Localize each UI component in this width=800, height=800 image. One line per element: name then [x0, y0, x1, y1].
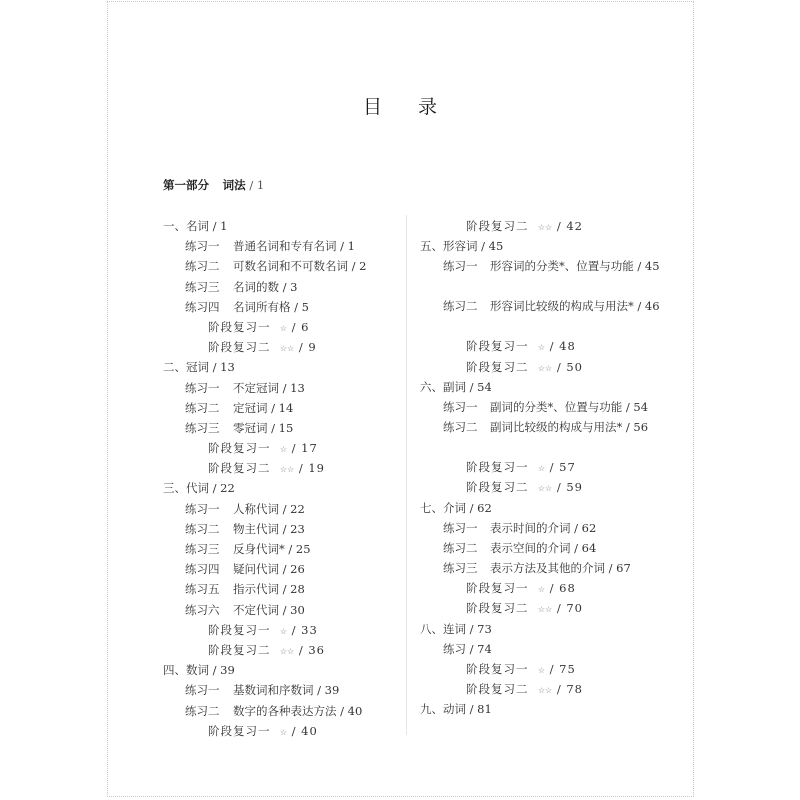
review-page: / 78 — [556, 682, 583, 697]
column-divider — [406, 215, 407, 735]
exercise-title: 副词的分类*、位置与功能 / 54 — [490, 399, 649, 414]
review-entry — [466, 477, 583, 499]
exercise-label: 练习三 — [185, 420, 220, 435]
exercise-label: 练习二 — [443, 540, 478, 555]
exercise-label: 练习一 — [443, 520, 478, 535]
review-entry — [466, 216, 583, 238]
page-title: 目录 — [362, 96, 473, 118]
review-page: / 59 — [556, 480, 583, 495]
review-title: 阶段复习二 — [466, 359, 529, 374]
star-icon: ☆ — [537, 585, 545, 595]
review-entry — [208, 640, 325, 662]
exercise-label: 练习一 — [185, 380, 220, 395]
part-name: 词法 — [222, 178, 246, 192]
star-icon: ☆☆ — [537, 605, 553, 615]
review-title: 阶段复习一 — [466, 460, 529, 475]
review-page: / 50 — [556, 359, 583, 374]
chapter-title: 一、名词 / 1 — [163, 219, 228, 233]
star-icon: ☆ — [537, 464, 545, 474]
exercise-label: 练习四 — [185, 299, 220, 314]
chapter-title: 六、副词 / 54 — [420, 379, 492, 394]
exercise-title: 基数词和序数词 / 39 — [233, 683, 340, 698]
star-icon: ☆☆ — [537, 363, 553, 373]
star-icon: ☆☆ — [537, 484, 553, 494]
chapter-title: 三、代词 / 22 — [163, 481, 235, 496]
review-title: 阶段复习一 — [208, 319, 271, 334]
review-title: 阶段复习二 — [466, 601, 529, 616]
review-title: 阶段复习二 — [466, 682, 529, 697]
exercise-label: 练习三 — [185, 542, 220, 556]
star-icon: ☆ — [537, 343, 545, 353]
review-title: 阶段复习一 — [208, 622, 271, 637]
exercise-title: 表示方法及其他的介词 / 67 — [490, 561, 631, 576]
exercise-title: 不定代词 / 30 — [233, 602, 305, 617]
exercise-title: 不定冠词 / 13 — [233, 380, 305, 395]
exercise-title: 数字的各种表达方法 / 40 — [233, 703, 363, 718]
star-icon: ☆☆ — [537, 223, 553, 232]
star-icon: ☆ — [537, 666, 545, 675]
exercise-label: 练习三 — [443, 561, 478, 576]
review-page: / 36 — [298, 642, 325, 657]
review-title: 阶段复习二 — [208, 461, 271, 476]
exercise-label: 练习四 — [185, 562, 220, 577]
review-page: / 19 — [298, 461, 325, 476]
review-page: / 6 — [291, 319, 310, 334]
part-heading — [163, 177, 264, 193]
chapter-title: 二、冠词 / 13 — [163, 360, 235, 375]
exercise-title: 普通名词和专有名词 / 1 — [233, 239, 356, 254]
review-entry — [208, 337, 317, 359]
star-icon: ☆ — [279, 727, 287, 737]
part-page: / 1 — [249, 178, 265, 192]
star-icon: ☆ — [279, 323, 287, 333]
exercise-label: 练习二 — [185, 259, 220, 274]
exercise-title: 表示空间的介词 / 64 — [490, 540, 597, 555]
review-title: 阶段复习一 — [466, 581, 529, 596]
exercise-title: 疑问代词 / 26 — [233, 562, 305, 577]
chapter-title: 五、形容词 / 45 — [420, 239, 504, 254]
exercise-label: 练习一 — [185, 239, 220, 254]
exercise-title: 人称代词 / 22 — [233, 501, 305, 516]
review-title: 阶段复习一 — [208, 723, 271, 738]
review-page: / 57 — [549, 460, 576, 475]
review-entry — [466, 357, 583, 379]
review-entry — [466, 659, 576, 681]
review-entry — [466, 679, 583, 701]
review-page: / 42 — [556, 219, 583, 233]
review-page: / 68 — [549, 581, 576, 596]
chapter-title: 四、数词 / 39 — [163, 663, 235, 678]
exercise-title: 表示时间的介词 / 62 — [490, 520, 597, 535]
star-icon: ☆ — [279, 626, 287, 636]
star-icon: ☆☆ — [279, 465, 295, 475]
exercise-label: 练习一 — [443, 259, 478, 274]
exercise-title: 反身代词* / 25 — [233, 542, 311, 556]
exercise-title: 副词比较级的构成与用法* / 56 — [490, 420, 649, 435]
review-page: / 70 — [556, 601, 583, 616]
star-icon: ☆☆ — [279, 344, 295, 354]
chapter-title: 七、介词 / 62 — [420, 500, 492, 515]
chapter-title: 八、连词 / 73 — [420, 621, 492, 636]
exercise-label: 练习二 — [185, 400, 220, 415]
review-entry — [208, 721, 318, 743]
review-title: 阶段复习二 — [208, 642, 271, 657]
exercise-label: 练习一 — [185, 501, 220, 516]
exercise-title: 形容词的分类*、位置与功能 / 45 — [490, 259, 660, 274]
review-page: / 40 — [291, 723, 318, 738]
exercise-title: 练习 / 74 — [443, 641, 492, 656]
review-title: 阶段复习一 — [208, 441, 271, 456]
exercise-title: 零冠词 / 15 — [233, 420, 294, 435]
star-icon: ☆☆ — [537, 686, 553, 696]
review-entry — [466, 598, 583, 620]
exercise-title: 名词的数 / 3 — [233, 279, 298, 294]
review-entry — [208, 620, 318, 642]
review-entry — [208, 458, 325, 480]
exercise-label: 练习二 — [185, 703, 220, 718]
star-icon: ☆☆ — [279, 646, 295, 656]
exercise-label: 练习三 — [185, 279, 220, 294]
exercise-label: 练习一 — [185, 683, 220, 698]
exercise-label: 练习二 — [443, 299, 478, 314]
review-entry — [466, 336, 576, 358]
review-entry — [466, 457, 576, 479]
exercise-label: 练习二 — [185, 521, 220, 536]
exercise-title: 定冠词 / 14 — [233, 400, 294, 415]
exercise-title: 指示代词 / 28 — [233, 582, 305, 597]
review-page: / 33 — [291, 622, 318, 637]
star-icon: ☆ — [279, 445, 287, 455]
exercise-label: 练习一 — [443, 399, 478, 414]
review-page: / 17 — [291, 441, 318, 456]
exercise-title: 物主代词 / 23 — [233, 521, 305, 536]
review-title: 阶段复习二 — [208, 340, 271, 355]
review-page: / 48 — [549, 339, 576, 354]
exercise-label: 练习六 — [185, 602, 220, 617]
review-title: 阶段复习二 — [466, 219, 529, 233]
exercise-title: 可数名词和不可数名词 / 2 — [233, 259, 367, 274]
review-title: 阶段复习一 — [466, 339, 529, 354]
review-entry — [466, 578, 576, 600]
exercise-title: 形容词比较级的构成与用法* / 46 — [490, 299, 660, 314]
review-page: / 75 — [549, 662, 576, 676]
part-label: 第一部分 — [163, 178, 209, 192]
exercise-title: 名词所有格 / 5 — [233, 299, 310, 314]
review-page: / 9 — [298, 340, 317, 355]
review-title: 阶段复习一 — [466, 662, 529, 676]
exercise-label: 练习二 — [443, 420, 478, 435]
review-entry — [208, 438, 318, 460]
chapter-title: 九、动词 / 81 — [420, 702, 492, 717]
review-entry — [208, 317, 310, 339]
review-title: 阶段复习二 — [466, 480, 529, 495]
exercise-label: 练习五 — [185, 582, 220, 597]
